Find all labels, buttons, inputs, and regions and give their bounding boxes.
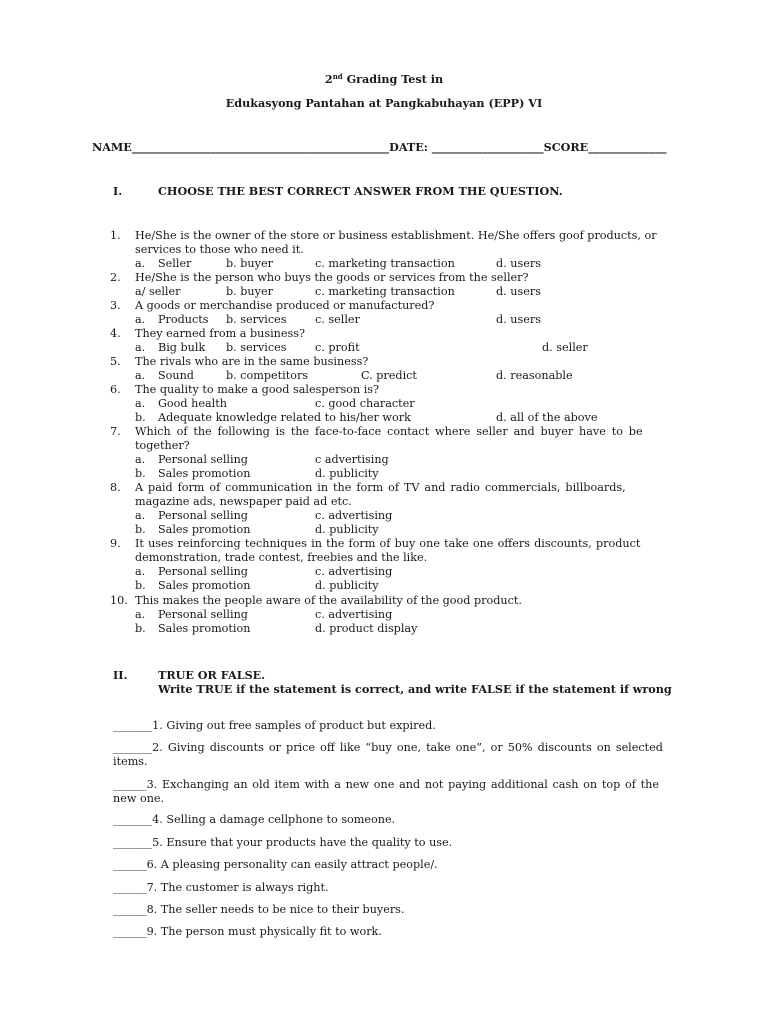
option-letter: a. — [135, 313, 146, 326]
question-text: Which of the following is the face-to-face contact where seller and buyer have to be — [135, 425, 643, 438]
question-number: 4. — [110, 327, 121, 340]
true-false-item: _______2. Giving discounts or price off like “buy one, take one”, or 50% discounts on selected — [113, 741, 663, 754]
option-a: Personal selling — [158, 565, 248, 578]
option-b: Sales promotion — [158, 579, 251, 592]
question-number: 9. — [110, 537, 121, 550]
question-text: demonstration, trade contest, freebies and the like. — [135, 551, 428, 564]
question-text: A paid form of communication in the form of TV and radio commercials, billboards, — [135, 481, 626, 494]
option-letter: a. — [135, 341, 146, 354]
option-b: b. buyer — [226, 285, 273, 298]
question-text: It uses reinforcing techniques in the form of buy one take one offers discounts, product — [135, 537, 641, 550]
question-text: together? — [135, 439, 190, 452]
option-letter: b. — [135, 622, 146, 635]
option-b: b. competitors — [226, 369, 309, 382]
option-b: b. services — [226, 313, 287, 326]
section2-heading: TRUE OR FALSE. — [158, 668, 266, 682]
option-letter: a. — [135, 369, 146, 382]
option-a: a/ seller — [135, 285, 181, 298]
option-c: c. advertising — [315, 608, 393, 621]
option-d: d. all of the above — [496, 411, 598, 424]
option-d: d. product display — [315, 622, 418, 635]
option-d: d. publicity — [315, 579, 379, 592]
true-false-item: ______9. The person must physically fit to work. — [113, 925, 382, 938]
option-c: c. advertising — [315, 509, 393, 522]
option-d: d. users — [496, 257, 541, 270]
true-false-item-cont: items. — [113, 755, 148, 768]
option-letter: a. — [135, 453, 146, 466]
test-title: 2nd Grading Test in — [324, 72, 444, 86]
option-b: Sales promotion — [158, 523, 251, 536]
option-a: Seller — [158, 257, 192, 270]
option-letter: b. — [135, 579, 146, 592]
question-number: 5. — [110, 355, 121, 368]
option-letter: b. — [135, 411, 146, 424]
option-letter: a. — [135, 608, 146, 621]
option-d: d. publicity — [315, 523, 379, 536]
question-text: He/She is the person who buys the goods or services from the seller? — [135, 271, 529, 284]
option-d: d. users — [496, 313, 541, 326]
true-false-item: ______8. The seller needs to be nice to their buyers. — [113, 903, 405, 916]
option-c: c. marketing transaction — [315, 257, 455, 270]
question-number: 7. — [110, 425, 121, 438]
option-letter: b. — [135, 467, 146, 480]
option-c: c advertising — [315, 453, 389, 466]
option-letter: a. — [135, 257, 146, 270]
section1-number: I. — [113, 184, 123, 198]
option-a: Products — [158, 313, 209, 326]
name-date-score-line: NAME______________________________________________DATE: ____________________SCORE______________ — [92, 140, 667, 154]
question-text: The rivals who are in the same business? — [135, 355, 369, 368]
option-a: Personal selling — [158, 608, 248, 621]
true-false-item: ______7. The customer is always right. — [113, 881, 329, 894]
true-false-item: ______6. A pleasing personality can easily attract people/. — [113, 858, 438, 871]
option-letter: b. — [135, 523, 146, 536]
option-b: b. buyer — [226, 257, 273, 270]
question-text: A goods or merchandise produced or manufactured? — [135, 299, 435, 312]
true-false-item: _______1. Giving out free samples of product but expired. — [113, 719, 436, 732]
option-c: c. good character — [315, 397, 415, 410]
question-text: magazine ads, newspaper paid ad etc. — [135, 495, 352, 508]
option-d: d. reasonable — [496, 369, 573, 382]
option-a: Good health — [158, 397, 227, 410]
option-d: d. publicity — [315, 467, 379, 480]
option-c: c. advertising — [315, 565, 393, 578]
true-false-item-cont: new one. — [113, 792, 165, 805]
question-text: They earned from a business? — [135, 327, 305, 340]
option-b: Sales promotion — [158, 622, 251, 635]
option-b: Adequate knowledge related to his/her work — [158, 411, 411, 424]
option-c: c. marketing transaction — [315, 285, 455, 298]
section2-instruction: Write TRUE if the statement is correct, and write FALSE if the statement if wrong — [158, 682, 672, 696]
true-false-item: ______3. Exchanging an old item with a new one and not paying additional cash on top of the — [113, 778, 659, 791]
option-letter: a. — [135, 509, 146, 522]
option-a: Sound — [158, 369, 194, 382]
option-b: b. services — [226, 341, 287, 354]
subject-title: Edukasyong Pantahan at Pangkabuhayan (EPP) VI — [225, 96, 543, 110]
question-number: 8. — [110, 481, 121, 494]
option-d: d. users — [496, 285, 541, 298]
question-number: 6. — [110, 383, 121, 396]
option-a: Big bulk — [158, 341, 206, 354]
option-d: d. seller — [542, 341, 588, 354]
option-letter: a. — [135, 565, 146, 578]
true-false-item: _______5. Ensure that your products have the quality to use. — [113, 836, 453, 849]
true-false-item: _______4. Selling a damage cellphone to someone. — [113, 813, 396, 826]
question-text: The quality to make a good salesperson is? — [135, 383, 380, 396]
question-text: He/She is the owner of the store or business establishment. He/She offers goof products, or — [135, 229, 657, 242]
option-c: c. seller — [315, 313, 360, 326]
option-letter: a. — [135, 397, 146, 410]
option-c: C. predict — [361, 369, 417, 382]
question-text: This makes the people aware of the availability of the good product. — [135, 594, 522, 607]
option-a: Personal selling — [158, 509, 248, 522]
question-number: 2. — [110, 271, 121, 284]
question-text: services to those who need it. — [135, 243, 304, 256]
option-a: Personal selling — [158, 453, 248, 466]
section1-heading: CHOOSE THE BEST CORRECT ANSWER FROM THE QUESTION. — [158, 184, 563, 198]
question-number: 10. — [110, 594, 128, 607]
question-number: 1. — [110, 229, 121, 242]
question-number: 3. — [110, 299, 121, 312]
option-b: Sales promotion — [158, 467, 251, 480]
section2-number: II. — [113, 668, 128, 682]
option-c: c. profit — [315, 341, 360, 354]
